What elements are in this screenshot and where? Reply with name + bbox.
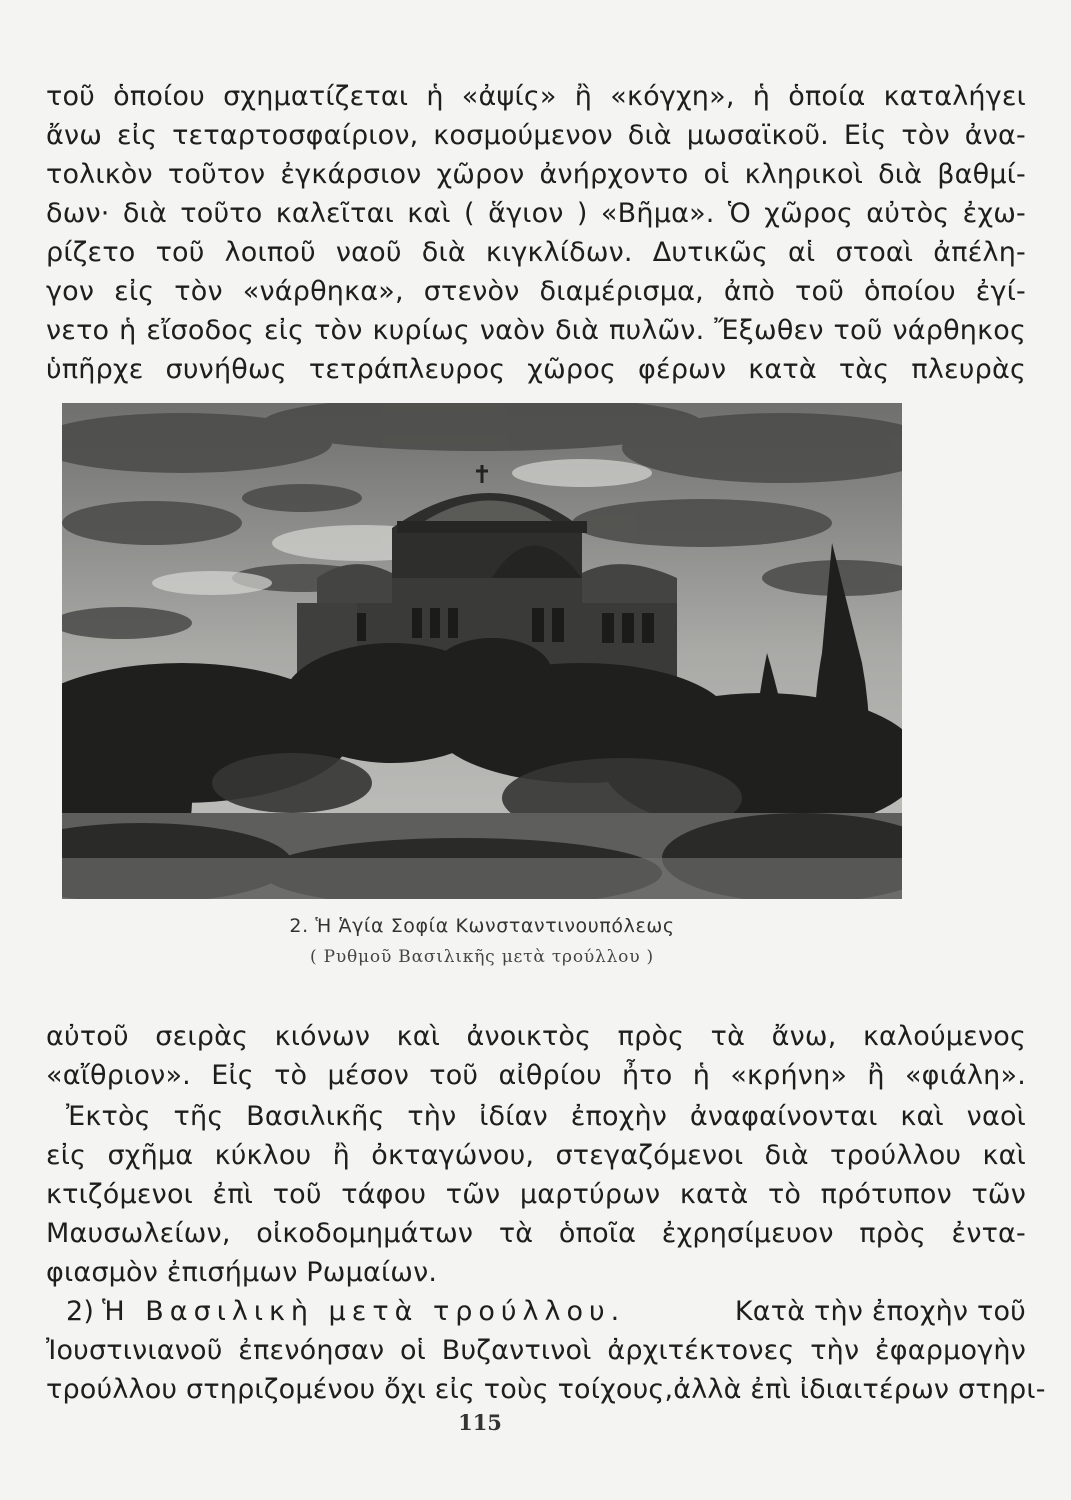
text-line: φιασμὸν ἐπισήμων Ρωμαίων. — [46, 1257, 438, 1288]
text-line: ὑπῆρχε συνήθως τετράπλευρος χῶρος φέρων κατὰ τὰς πλευρὰς — [46, 354, 1026, 385]
text-line: Ἰουστινιανοῦ ἐπενόησαν οἱ Βυζαντινοὶ ἀρχιτέκτονες τὴν ἐφαρμογὴν — [46, 1335, 1026, 1366]
section-continuation: Κατὰ τὴν ἐποχὴν τοῦ — [734, 1296, 1026, 1327]
text-line: «αἴθριον». Εἰς τὸ μέσον τοῦ αἰθρίου ἦτο ἡ «κρήνη» ἢ «φιάλη». — [46, 1060, 1026, 1091]
text-line: Μαυσωλείων, οἰκοδομημάτων τὰ ὁποῖα ἐχρησίμευον πρὸς ἐντα- — [46, 1218, 1026, 1249]
text-line: εἰς σχῆμα κύκλου ἢ ὀκταγώνου, στεγαζόμενοι διὰ τρούλλου καὶ — [46, 1140, 1026, 1171]
text-line: γον εἰς τὸν «νάρθηκα», στενὸν διαμέρισμα, ἀπὸ τοῦ ὁποίου ἐγί- — [46, 276, 1026, 307]
text-line: Ἐκτὸς τῆς Βασιλικῆς τὴν ἰδίαν ἐποχὴν ἀναφαίνονται καὶ ναοὶ — [66, 1101, 1026, 1132]
figure-caption-subtitle: ( Ρυθμοῦ Βασιλικῆς μετὰ τρούλλου ) — [310, 947, 654, 967]
text-line: δων· διὰ τοῦτο καλεῖται καὶ ( ἅγιον ) «Βῆμα». Ὁ χῶρος αὐτὸς ἐχω- — [46, 198, 1026, 229]
section-number: 2) — [66, 1296, 95, 1327]
section-title: Ἡ Βασιλικὴ μετὰ τρούλλου. — [102, 1296, 626, 1327]
text-line: νετο ἡ εἴσοδος εἰς τὸν κυρίως ναὸν διὰ πυλῶν. Ἔξωθεν τοῦ νάρθηκος — [46, 315, 1026, 346]
text-line: αὐτοῦ σειρὰς κιόνων καὶ ἀνοικτὸς πρὸς τὰ ἄνω, καλούμενος — [46, 1021, 1026, 1052]
page-number: 115 — [458, 1410, 502, 1435]
text-line: ρίζετο τοῦ λοιποῦ ναοῦ διὰ κιγκλίδων. Δυτικῶς αἱ στοαὶ ἀπέλη- — [46, 237, 1026, 268]
text-line: κτιζόμενοι ἐπὶ τοῦ τάφου τῶν μαρτύρων κατὰ τὸ πρότυπον τῶν — [46, 1179, 1026, 1210]
text-line: τοῦ ὁποίου σχηματίζεται ἡ «ἀψίς» ἢ «κόγχη», ἡ ὁποία καταλήγει — [46, 81, 1026, 112]
text-line: τολικὸν τοῦτον ἐγκάρσιον χῶρον ἀνήρχοντο οἱ κληρικοὶ διὰ βαθμί- — [46, 159, 1026, 190]
hagia-sophia-photo — [62, 403, 902, 899]
text-line: τρούλλου στηριζομένου ὄχι εἰς τοὺς τοίχους,ἀλλὰ ἐπὶ ἰδιαιτέρων στηρι- — [46, 1374, 1046, 1405]
text-line: ἄνω εἰς τεταρτοσφαίριον, κοσμούμενον διὰ μωσαϊκοῦ. Εἰς τὸν ἀνα- — [46, 120, 1026, 151]
figure-caption-title: 2. Ἡ Ἁγία Σοφία Κωνσταντινουπόλεως — [289, 915, 675, 937]
